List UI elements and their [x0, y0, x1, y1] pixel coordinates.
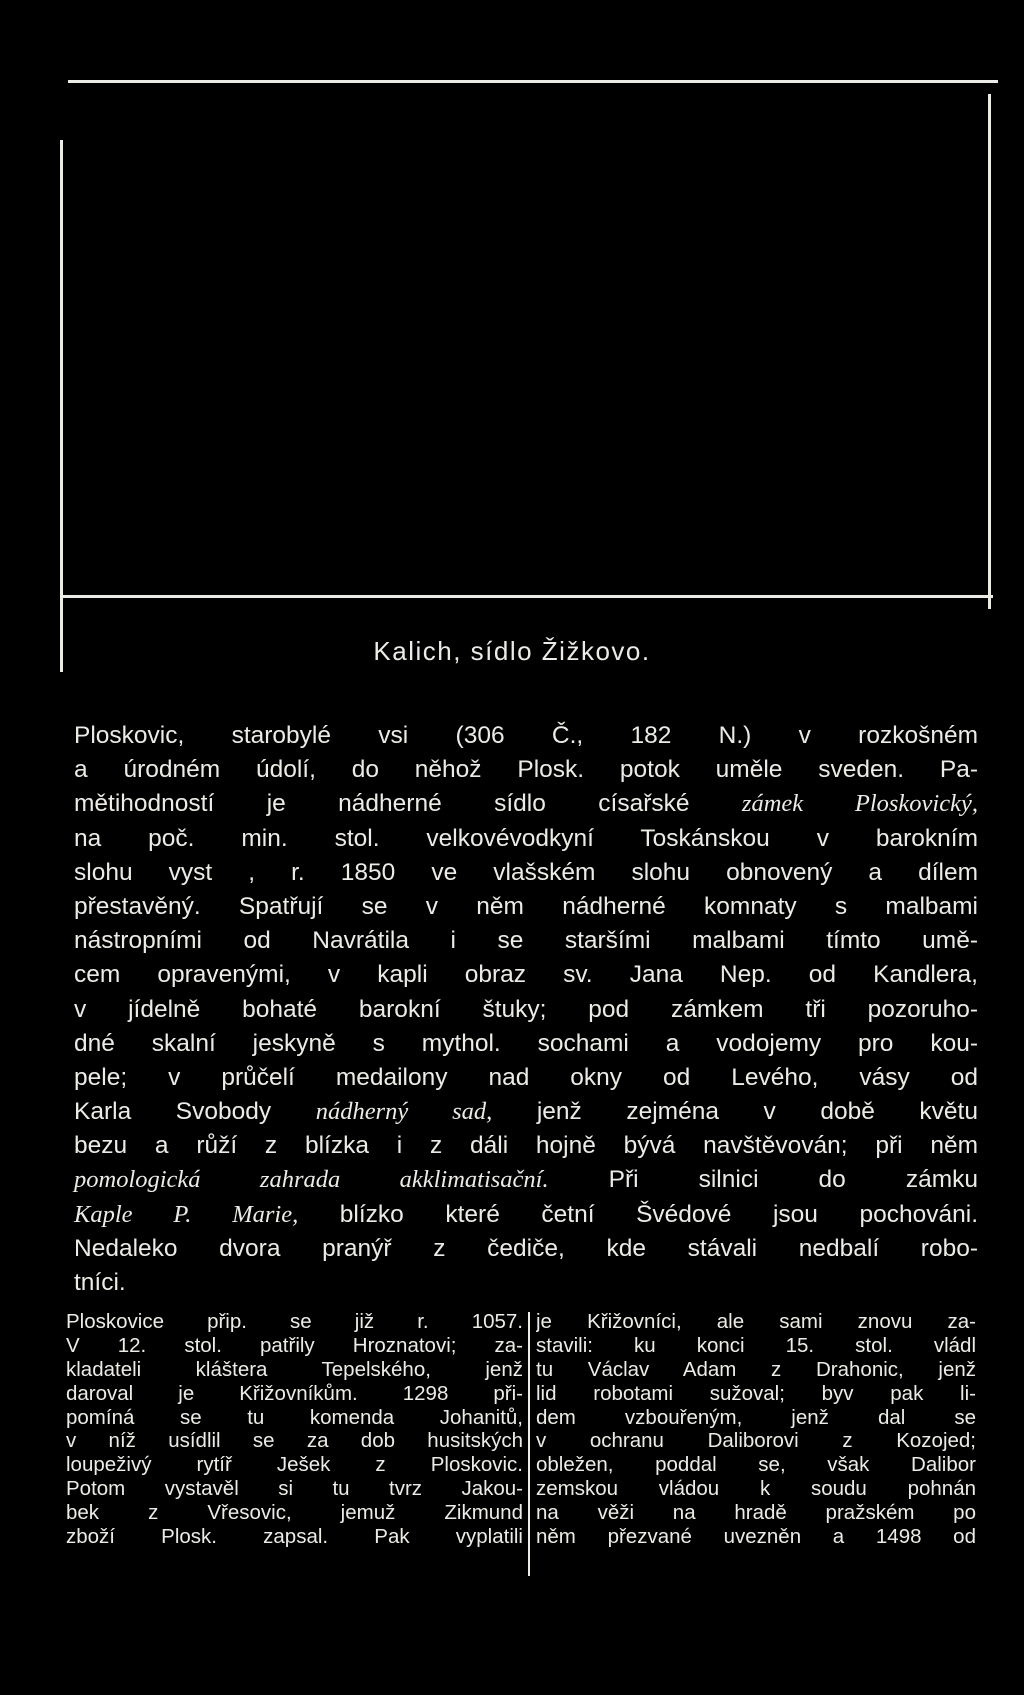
- column-line: pomíná se tu komenda Johanitů,: [66, 1405, 523, 1429]
- frame-left-rule: [60, 140, 63, 672]
- figure-frame: [60, 80, 990, 598]
- text-line: a úrodném údolí, do něhož Plosk. potok uměle sveden. Pa-: [74, 756, 978, 784]
- column-line: loupeživý rytíř Ješek z Ploskovic.: [66, 1453, 523, 1477]
- column-line: zboží Plosk. zapsal. Pak vyplatili: [66, 1525, 523, 1549]
- frame-right-rule: [988, 94, 991, 609]
- column-line: v níž usídlil se za dob husitských: [66, 1429, 523, 1453]
- text-line: [74, 787, 978, 821]
- text-line: Nedaleko dvora pranýř z čediče, kde stávali nedbalí robo-: [74, 1234, 978, 1262]
- text-line: pele; v průčelí medailony nad okny od Levého, vásy od: [74, 1063, 978, 1091]
- text-line: Ploskovic, starobylé vsi (306 Č., 182 N.) v rozkošném: [74, 722, 978, 749]
- italic-phrase: zámek Ploskovický,: [741, 790, 978, 818]
- text-segment: mětihodností je nádherné sídlo císařské: [74, 790, 742, 818]
- column-line: v ochranu Daliborovi z Kozojed;: [536, 1429, 976, 1453]
- column-line: dem vzbouřeným, jenž dal se: [536, 1405, 976, 1429]
- column-line: daroval je Křižovníkům. 1298 při-: [66, 1381, 523, 1405]
- column-line: na věži na hradě pražském po: [536, 1501, 976, 1525]
- text-line: na poč. min. stol. velkovévodkyní Toskánskou v barokním: [74, 824, 978, 852]
- text-line: [74, 1095, 978, 1129]
- main-paragraph: [74, 719, 978, 1300]
- frame-bottom-rule: [60, 595, 993, 598]
- column-line: zemskou vládou k soudu pohnán: [536, 1477, 976, 1501]
- column-line: je Křižovníci, ale sami znovu za-: [536, 1310, 976, 1333]
- italic-phrase: nádherný sad,: [315, 1098, 493, 1126]
- text-line: přestavěný. Spatřují se v něm nádherné komnaty s malbami: [74, 892, 978, 920]
- column-divider: [528, 1312, 530, 1576]
- text-line: [74, 1163, 978, 1197]
- text-line: [74, 1198, 978, 1232]
- column-line: stavili: ku konci 15. stol. vládl: [536, 1333, 976, 1357]
- text-segment: Při silnici do zámku: [548, 1166, 978, 1194]
- text-line: dné skalní jeskyně s mythol. sochami a vodojemy pro kou-: [74, 1029, 978, 1057]
- text-segment: blízko které četní Švédové jsou pochováni.: [298, 1200, 978, 1228]
- column-line: kladateli kláštera Tepelského, jenž: [66, 1357, 523, 1381]
- text-line: bezu a růží z blízka i z dáli hojně bývá navštěvován; při něm: [74, 1132, 978, 1160]
- right-column: [536, 1310, 976, 1549]
- text-line: slohu vyst , r. 1850 ve vlašském slohu obnovený a dílem: [74, 858, 978, 886]
- italic-phrase: pomologická zahrada akklimatisační.: [74, 1166, 549, 1194]
- text-segment: Karla Svobody: [74, 1098, 316, 1126]
- column-line: V 12. stol. patřily Hroznatovi; za-: [66, 1333, 523, 1357]
- column-line: Potom vystavěl si tu tvrz Jakou-: [66, 1477, 523, 1501]
- column-line: tu Václav Adam z Drahonic, jenž: [536, 1357, 976, 1381]
- figure-caption: Kalich, sídlo Žižkovo.: [373, 636, 651, 666]
- column-line: lid robotami sužoval; byv pak li-: [536, 1381, 976, 1405]
- column-line: obležen, poddal se, však Dalibor: [536, 1453, 976, 1477]
- column-line: bek z Vřesovic, jemuž Zikmund: [66, 1501, 523, 1525]
- column-line: něm přezvané uvezněn a 1498 od: [536, 1525, 976, 1549]
- italic-phrase: Kaple P. Marie,: [74, 1200, 299, 1228]
- text-line: nástropními od Navrátila i se staršími malbami tímto umě-: [74, 927, 978, 955]
- text-segment: jenž zejména v době květu: [492, 1098, 978, 1126]
- text-line: cem opravenými, v kapli obraz sv. Jana Nep. od Kandlera,: [74, 961, 978, 989]
- left-column: [66, 1310, 523, 1549]
- text-line: tníci.: [74, 1269, 126, 1296]
- frame-top-rule: [68, 80, 998, 83]
- text-line: v jídelně bohaté barokní štuky; pod zámkem tři pozoruho-: [74, 995, 978, 1023]
- column-line: Ploskovice přip. se již r. 1057.: [66, 1310, 523, 1333]
